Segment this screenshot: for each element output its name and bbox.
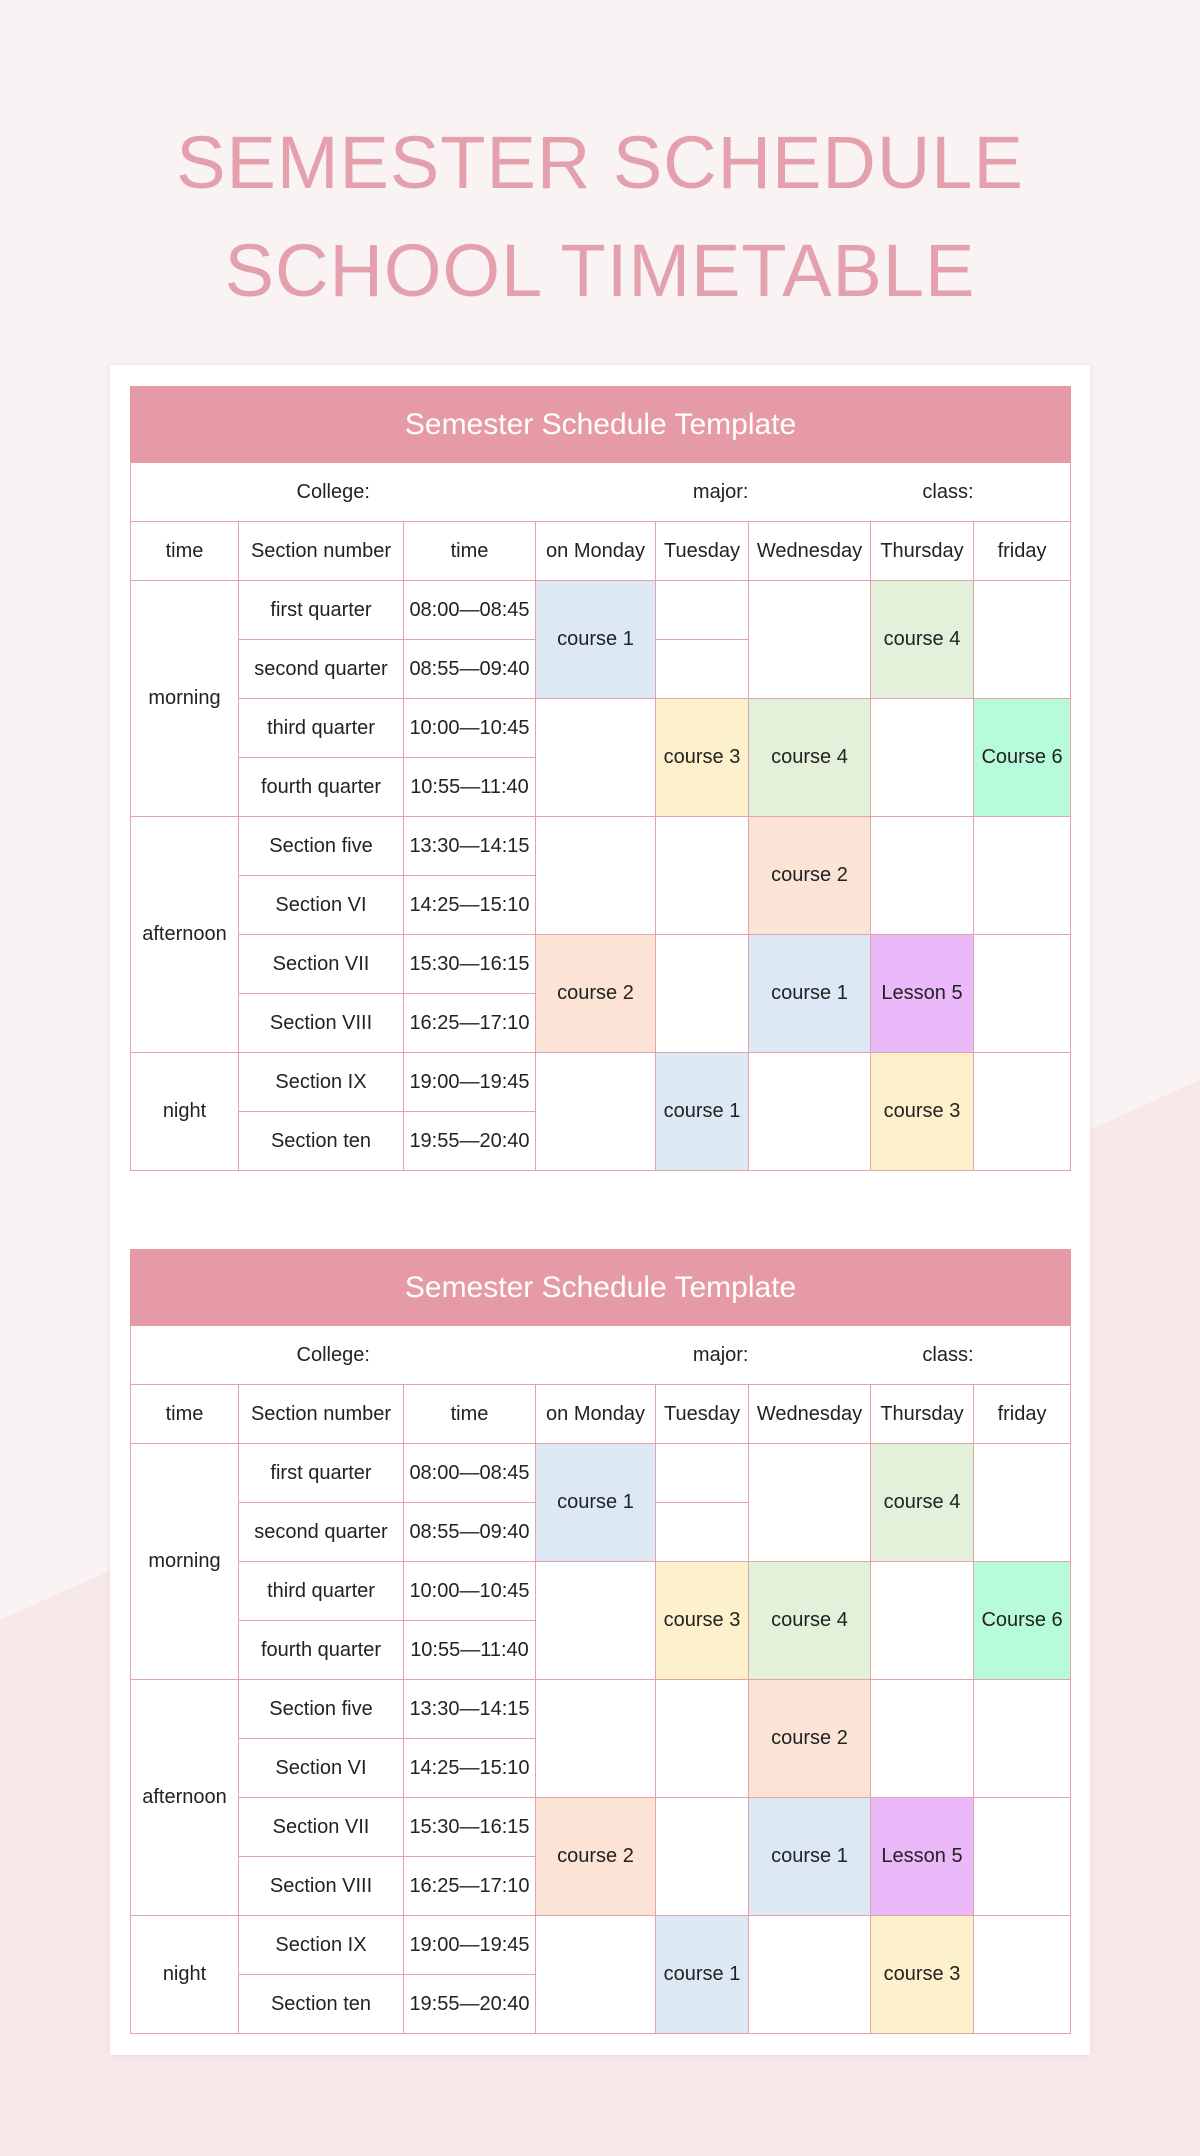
empty-cell[interactable]	[974, 935, 1071, 1053]
empty-cell[interactable]	[656, 1503, 749, 1562]
empty-cell[interactable]	[656, 1680, 749, 1798]
section-time: 19:00—19:45	[404, 1053, 536, 1112]
section-name: first quarter	[239, 1444, 404, 1503]
course-cell[interactable]: course 3	[871, 1053, 974, 1171]
empty-cell[interactable]	[974, 1444, 1071, 1562]
column-header-row	[131, 1385, 1071, 1444]
empty-cell[interactable]	[974, 581, 1071, 699]
section-name: fourth quarter	[239, 1621, 404, 1680]
empty-cell[interactable]	[536, 1680, 656, 1798]
col-header-section: Section number	[239, 1385, 404, 1444]
empty-cell[interactable]	[871, 1680, 974, 1798]
table-header: Semester Schedule Template	[131, 387, 1071, 463]
section-name: third quarter	[239, 1562, 404, 1621]
period-night: night	[131, 1916, 239, 2034]
section-time: 19:55—20:40	[404, 1112, 536, 1171]
section-time: 13:30—14:15	[404, 1680, 536, 1739]
empty-cell[interactable]	[749, 1444, 871, 1562]
course-cell[interactable]: course 3	[656, 699, 749, 817]
class-value[interactable]	[974, 1326, 1071, 1385]
empty-cell[interactable]	[536, 1053, 656, 1171]
course-cell[interactable]: course 1	[656, 1916, 749, 2034]
empty-cell[interactable]	[656, 935, 749, 1053]
col-header-time-range: time	[404, 1385, 536, 1444]
empty-cell[interactable]	[656, 1444, 749, 1503]
empty-cell[interactable]	[656, 581, 749, 640]
section-name: second quarter	[239, 1503, 404, 1562]
empty-cell[interactable]	[536, 699, 656, 817]
section-time: 08:00—08:45	[404, 1444, 536, 1503]
section-name: Section ten	[239, 1975, 404, 2034]
schedule-table-1	[130, 386, 1071, 1171]
table-header: Semester Schedule Template	[131, 1250, 1071, 1326]
table-row	[131, 581, 1071, 640]
course-cell[interactable]: course 1	[749, 1798, 871, 1916]
schedule-table-2	[130, 1249, 1071, 2034]
section-time: 19:00—19:45	[404, 1916, 536, 1975]
section-name: Section VIII	[239, 994, 404, 1053]
section-time: 15:30—16:15	[404, 935, 536, 994]
course-cell[interactable]: course 1	[749, 935, 871, 1053]
col-header-time-range: time	[404, 522, 536, 581]
empty-cell[interactable]	[974, 1916, 1071, 2034]
empty-cell[interactable]	[974, 1798, 1071, 1916]
empty-cell[interactable]	[536, 817, 656, 935]
major-label: major:	[536, 463, 749, 522]
course-cell[interactable]: course 3	[871, 1916, 974, 2034]
section-time: 16:25—17:10	[404, 994, 536, 1053]
col-header-friday: friday	[974, 1385, 1071, 1444]
col-header-monday: on Monday	[536, 522, 656, 581]
empty-cell[interactable]	[536, 1916, 656, 2034]
period-afternoon: afternoon	[131, 1680, 239, 1916]
section-time: 14:25—15:10	[404, 876, 536, 935]
section-name: Section VII	[239, 935, 404, 994]
period-afternoon: afternoon	[131, 817, 239, 1053]
table-row	[131, 1916, 1071, 1975]
course-cell[interactable]: course 2	[536, 1798, 656, 1916]
col-header-time: time	[131, 1385, 239, 1444]
section-name: Section ten	[239, 1112, 404, 1171]
page-title-line1: SEMESTER SCHEDULE	[176, 121, 1024, 204]
period-morning: morning	[131, 581, 239, 817]
section-time: 15:30—16:15	[404, 1798, 536, 1857]
section-time: 10:55—11:40	[404, 758, 536, 817]
empty-cell[interactable]	[749, 1916, 871, 2034]
period-night: night	[131, 1053, 239, 1171]
section-time: 19:55—20:40	[404, 1975, 536, 2034]
section-name: fourth quarter	[239, 758, 404, 817]
course-cell[interactable]: course 1	[536, 1444, 656, 1562]
section-time: 08:55—09:40	[404, 640, 536, 699]
course-cell[interactable]: course 4	[871, 1444, 974, 1562]
column-header-row	[131, 522, 1071, 581]
course-cell[interactable]: Course 6	[974, 699, 1071, 817]
empty-cell[interactable]	[871, 1562, 974, 1680]
table-row	[131, 935, 1071, 994]
empty-cell[interactable]	[656, 640, 749, 699]
page-title-line2: SCHOOL TIMETABLE	[224, 229, 976, 312]
section-name: Section five	[239, 817, 404, 876]
class-label: class:	[749, 1326, 974, 1385]
empty-cell[interactable]	[749, 1053, 871, 1171]
empty-cell[interactable]	[656, 1798, 749, 1916]
section-name: third quarter	[239, 699, 404, 758]
course-cell[interactable]: course 3	[656, 1562, 749, 1680]
class-label: class:	[749, 463, 974, 522]
table-row	[131, 1053, 1071, 1112]
section-time: 16:25—17:10	[404, 1857, 536, 1916]
col-header-thursday: Thursday	[871, 1385, 974, 1444]
col-header-time: time	[131, 522, 239, 581]
section-name: Section VII	[239, 1798, 404, 1857]
col-header-tuesday: Tuesday	[656, 522, 749, 581]
section-name: first quarter	[239, 581, 404, 640]
table-row	[131, 1680, 1071, 1739]
section-time: 13:30—14:15	[404, 817, 536, 876]
course-cell[interactable]: course 2	[749, 1680, 871, 1798]
course-cell[interactable]: course 2	[536, 935, 656, 1053]
section-name: Section IX	[239, 1053, 404, 1112]
section-time: 10:55—11:40	[404, 1621, 536, 1680]
table-row	[131, 817, 1071, 876]
col-header-wednesday: Wednesday	[749, 522, 871, 581]
empty-cell[interactable]	[974, 817, 1071, 935]
course-cell[interactable]: course 4	[749, 699, 871, 817]
course-cell[interactable]: Course 6	[974, 1562, 1071, 1680]
empty-cell[interactable]	[536, 1562, 656, 1680]
section-time: 14:25—15:10	[404, 1739, 536, 1798]
col-header-wednesday: Wednesday	[749, 1385, 871, 1444]
section-time: 08:00—08:45	[404, 581, 536, 640]
empty-cell[interactable]	[974, 1680, 1071, 1798]
table-row	[131, 1798, 1071, 1857]
empty-cell[interactable]	[749, 581, 871, 699]
section-time: 10:00—10:45	[404, 1562, 536, 1621]
major-label: major:	[536, 1326, 749, 1385]
section-time: 08:55—09:40	[404, 1503, 536, 1562]
table-row	[131, 1444, 1071, 1503]
college-label: College:	[131, 1326, 536, 1385]
col-header-tuesday: Tuesday	[656, 1385, 749, 1444]
section-name: Section five	[239, 1680, 404, 1739]
section-name: Section VIII	[239, 1857, 404, 1916]
section-name: Section IX	[239, 1916, 404, 1975]
college-label: College:	[131, 463, 536, 522]
empty-cell[interactable]	[871, 817, 974, 935]
section-name: Section VI	[239, 876, 404, 935]
period-morning: morning	[131, 1444, 239, 1680]
course-cell[interactable]: course 2	[749, 817, 871, 935]
course-cell[interactable]: course 4	[871, 581, 974, 699]
empty-cell[interactable]	[974, 1053, 1071, 1171]
section-time: 10:00—10:45	[404, 699, 536, 758]
col-header-thursday: Thursday	[871, 522, 974, 581]
col-header-section: Section number	[239, 522, 404, 581]
table-row	[131, 1562, 1071, 1621]
empty-cell[interactable]	[871, 699, 974, 817]
table-row	[131, 699, 1071, 758]
col-header-friday: friday	[974, 522, 1071, 581]
course-cell[interactable]: Lesson 5	[871, 1798, 974, 1916]
section-name: Section VI	[239, 1739, 404, 1798]
course-cell[interactable]: course 4	[749, 1562, 871, 1680]
course-cell[interactable]: Lesson 5	[871, 935, 974, 1053]
course-cell[interactable]: course 1	[536, 581, 656, 699]
col-header-monday: on Monday	[536, 1385, 656, 1444]
empty-cell[interactable]	[656, 817, 749, 935]
section-name: second quarter	[239, 640, 404, 699]
class-value[interactable]	[974, 463, 1071, 522]
course-cell[interactable]: course 1	[656, 1053, 749, 1171]
